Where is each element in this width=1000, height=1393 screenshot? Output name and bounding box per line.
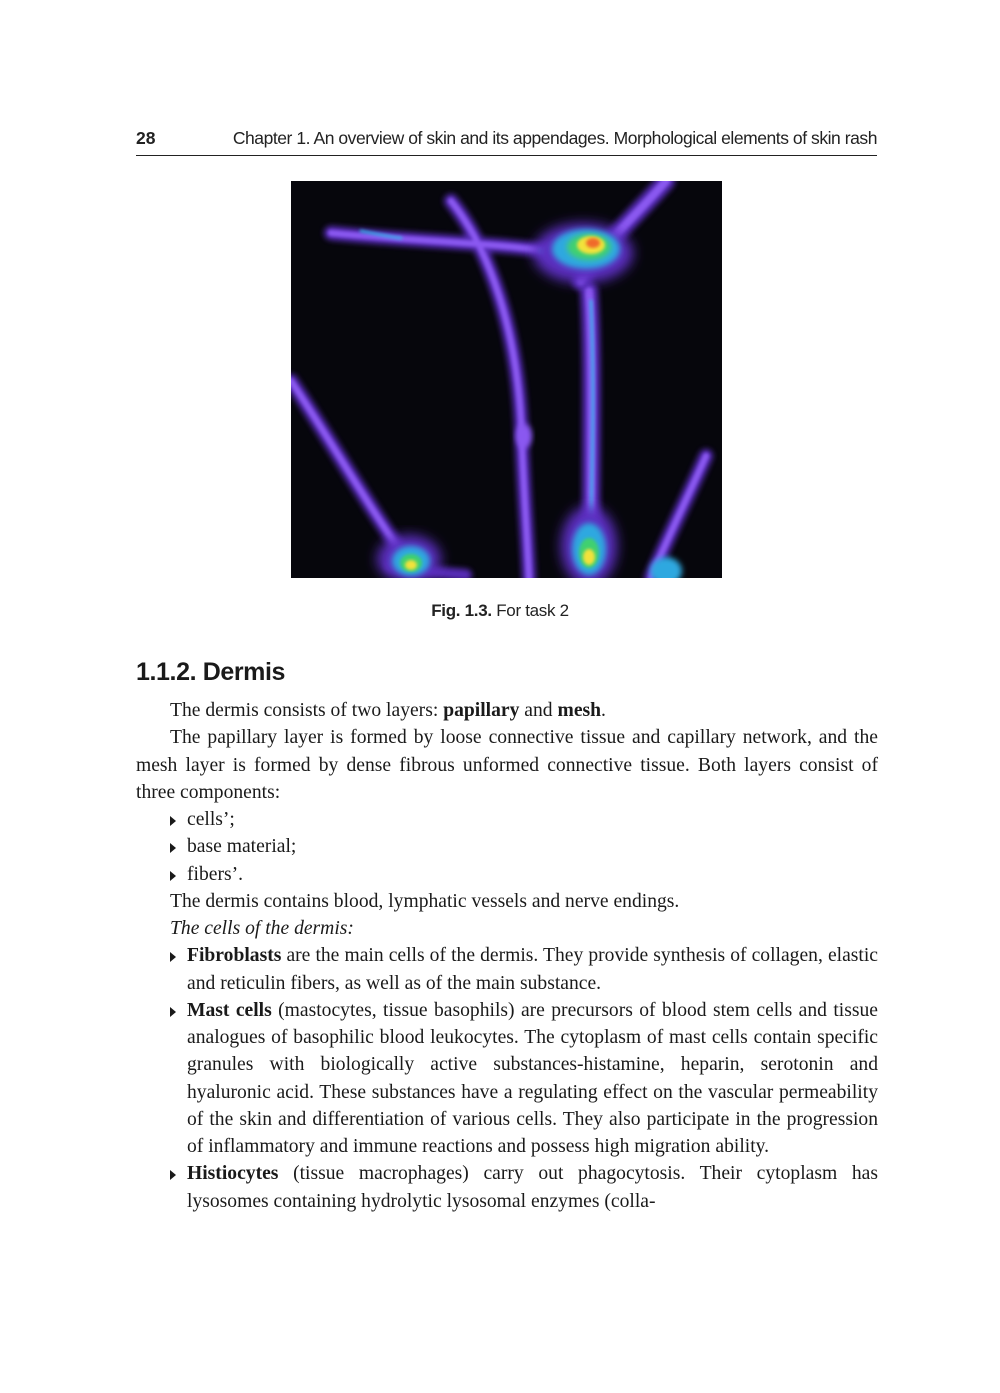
triangle-bullet-icon: [170, 952, 176, 962]
list-item-text: (mastocytes, tissue basophils) are precursors of blood stem cells and tissue analogues of basophilic blood leukocytes. The cytoplasm of mast cells contain specific granules with biologically active substances-histamine, heparin, serotonin and hyaluronic acid. These substances have a regulating effect on the vascular permeability of the skin and differentiation of various cells. They also participate in the progression of inflammatory and immune reactions and possess high migration ability.: [187, 999, 878, 1157]
triangle-bullet-icon: [170, 871, 176, 881]
text-body: [136, 697, 878, 1215]
list-item: [136, 997, 878, 1161]
list-item: [136, 833, 878, 860]
list-item: [136, 861, 878, 888]
section-heading: 1.1.2. Dermis: [136, 658, 286, 686]
list-item-text: fibers’.: [187, 863, 244, 885]
figure-caption: [0, 601, 1000, 621]
term-mast-cells: Mast cells: [187, 999, 272, 1021]
list-item-text: base material;: [187, 836, 297, 858]
caption-text: For task 2: [491, 601, 569, 620]
list-item-text: are the main cells of the dermis. They provide synthesis of collagen, elastic and reticulin fibers, as well as of the main substance.: [187, 945, 878, 994]
caption-label: Fig. 1.3.: [431, 601, 492, 620]
intro-paragraph: [136, 697, 878, 724]
list-item-text: cells’;: [187, 809, 235, 830]
page-number: 28: [136, 128, 156, 148]
fibroblast-cells-image: [291, 181, 722, 578]
components-list: [136, 806, 878, 888]
vessels-paragraph: The dermis contains blood, lymphatic vessels and nerve endings.: [170, 890, 680, 912]
list-item: [136, 942, 878, 997]
triangle-bullet-icon: [170, 1170, 176, 1180]
list-item-text: (tissue macrophages) carry out phagocytosis. Their cytoplasm has lysosomes containing hydrolytic lysosomal enzymes (colla-: [187, 1163, 878, 1212]
term-histiocytes: Histiocytes: [187, 1163, 279, 1185]
intro-text: The dermis consists of two layers:: [170, 700, 444, 721]
triangle-bullet-icon: [170, 843, 176, 853]
page-header: [136, 126, 877, 156]
term-fibroblasts: Fibroblasts: [187, 945, 282, 967]
running-title: Chapter 1. An overview of skin and its appendages. Morphological elements of skin rash: [232, 128, 877, 148]
intro-text-middle: and: [519, 700, 558, 721]
layers-paragraph: The papillary layer is formed by loose connective tissue and capillary network, and the mesh layer is formed by dense fibrous unformed connective tissue. Both layers consist of three components:: [136, 727, 878, 803]
list-item: [136, 806, 878, 833]
term-mesh: mesh: [557, 700, 602, 721]
cells-list: [136, 942, 878, 1215]
list-item: [136, 1160, 878, 1215]
triangle-bullet-icon: [170, 816, 176, 826]
term-papillary: papillary: [443, 700, 520, 721]
triangle-bullet-icon: [170, 1007, 176, 1017]
cells-subheading: The cells of the dermis:: [170, 918, 354, 939]
intro-text-end: .: [601, 700, 606, 721]
fluorescence-micrograph: [291, 181, 722, 578]
